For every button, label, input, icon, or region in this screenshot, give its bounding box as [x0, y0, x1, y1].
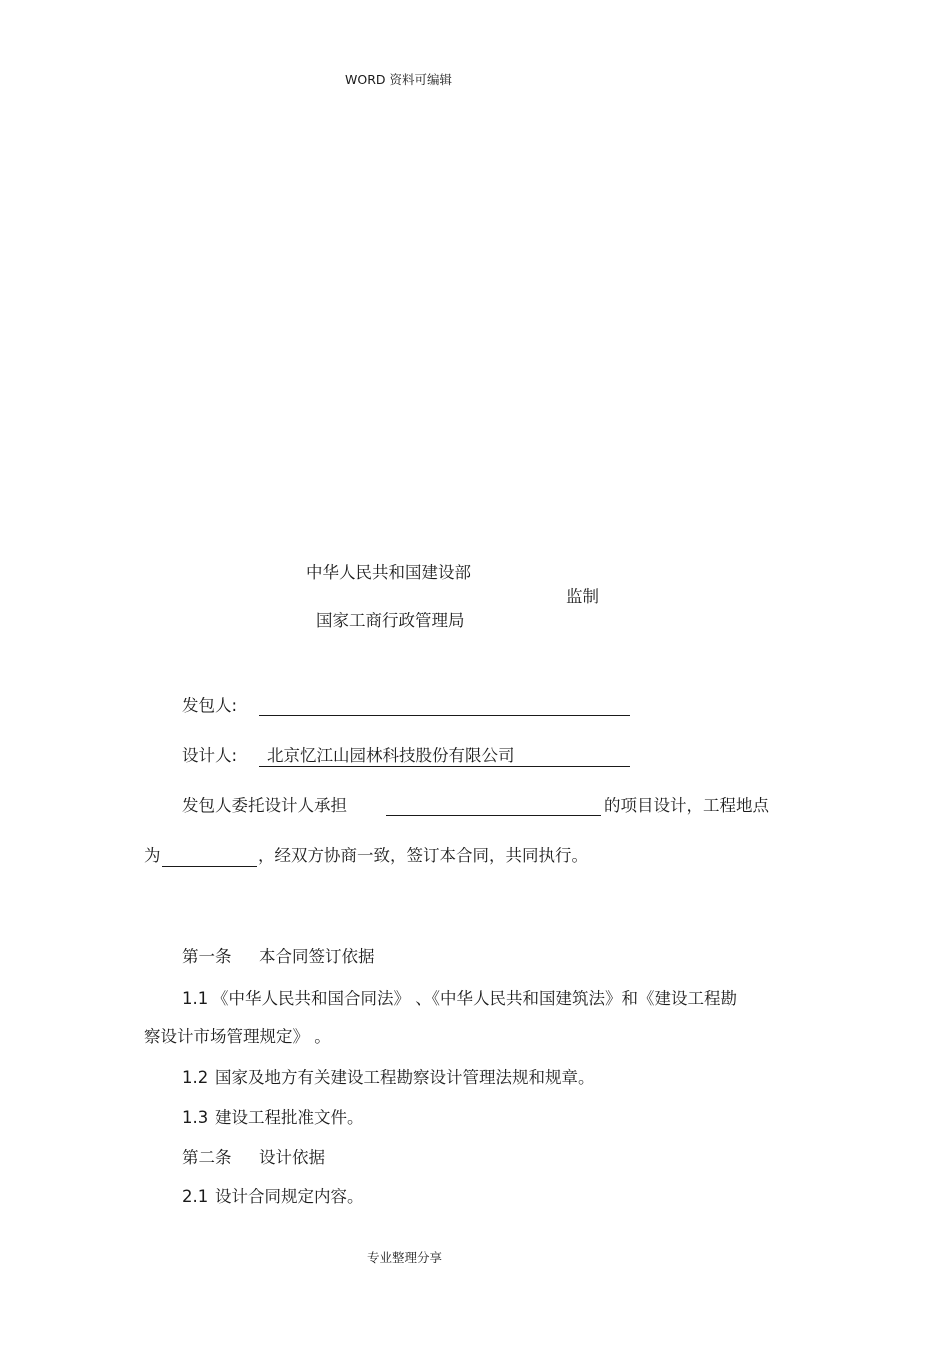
designer-blank [259, 746, 630, 767]
clause-1-1-text-line1: 《中华人民共和国合同法》 、《中华人民共和国建筑法》和《建设工程勘 [212, 989, 737, 1008]
clause-1-2-number: 1.2 [182, 1068, 209, 1087]
client-label: 发包人: [182, 696, 238, 715]
intro-part3: 为 [144, 846, 161, 865]
page-header: WORD 资料可编辑 [345, 72, 452, 87]
article-2-number: 第二条 [182, 1148, 232, 1167]
location-blank [162, 866, 257, 867]
page-footer: 专业整理分享 [367, 1250, 443, 1265]
clause-1-3-number: 1.3 [182, 1108, 209, 1127]
client-blank [259, 715, 630, 716]
clause-1-1-text-line2: 察设计市场管理规定》 。 [144, 1027, 331, 1046]
clause-1-3-text: 建设工程批准文件。 [215, 1108, 364, 1127]
intro-part2: 的项目设计，工程地点 [604, 796, 769, 815]
article-2-title: 设计依据 [259, 1148, 325, 1167]
project-name-blank [386, 815, 601, 816]
designer-label: 设计人: [182, 746, 238, 765]
article-1-number: 第一条 [182, 947, 232, 966]
clause-2-1-text: 设计合同规定内容。 [215, 1187, 364, 1206]
intro-part1: 发包人委托设计人承担 [182, 796, 347, 815]
clause-1-2-text: 国家及地方有关建设工程勘察设计管理法规和规章。 [215, 1068, 595, 1087]
clause-1-1-number: 1.1 [182, 989, 209, 1008]
issuer-bureau: 国家工商行政管理局 [316, 611, 465, 630]
issuer-ministry: 中华人民共和国建设部 [306, 563, 471, 582]
issuer-action: 监制 [566, 587, 599, 606]
article-1-title: 本合同签订依据 [259, 947, 375, 966]
designer-value: 北京忆江山园林科技股份有限公司 [267, 746, 515, 765]
clause-2-1-number: 2.1 [182, 1187, 209, 1206]
intro-part4: ，经双方协商一致，签订本合同，共同执行。 [258, 846, 588, 865]
